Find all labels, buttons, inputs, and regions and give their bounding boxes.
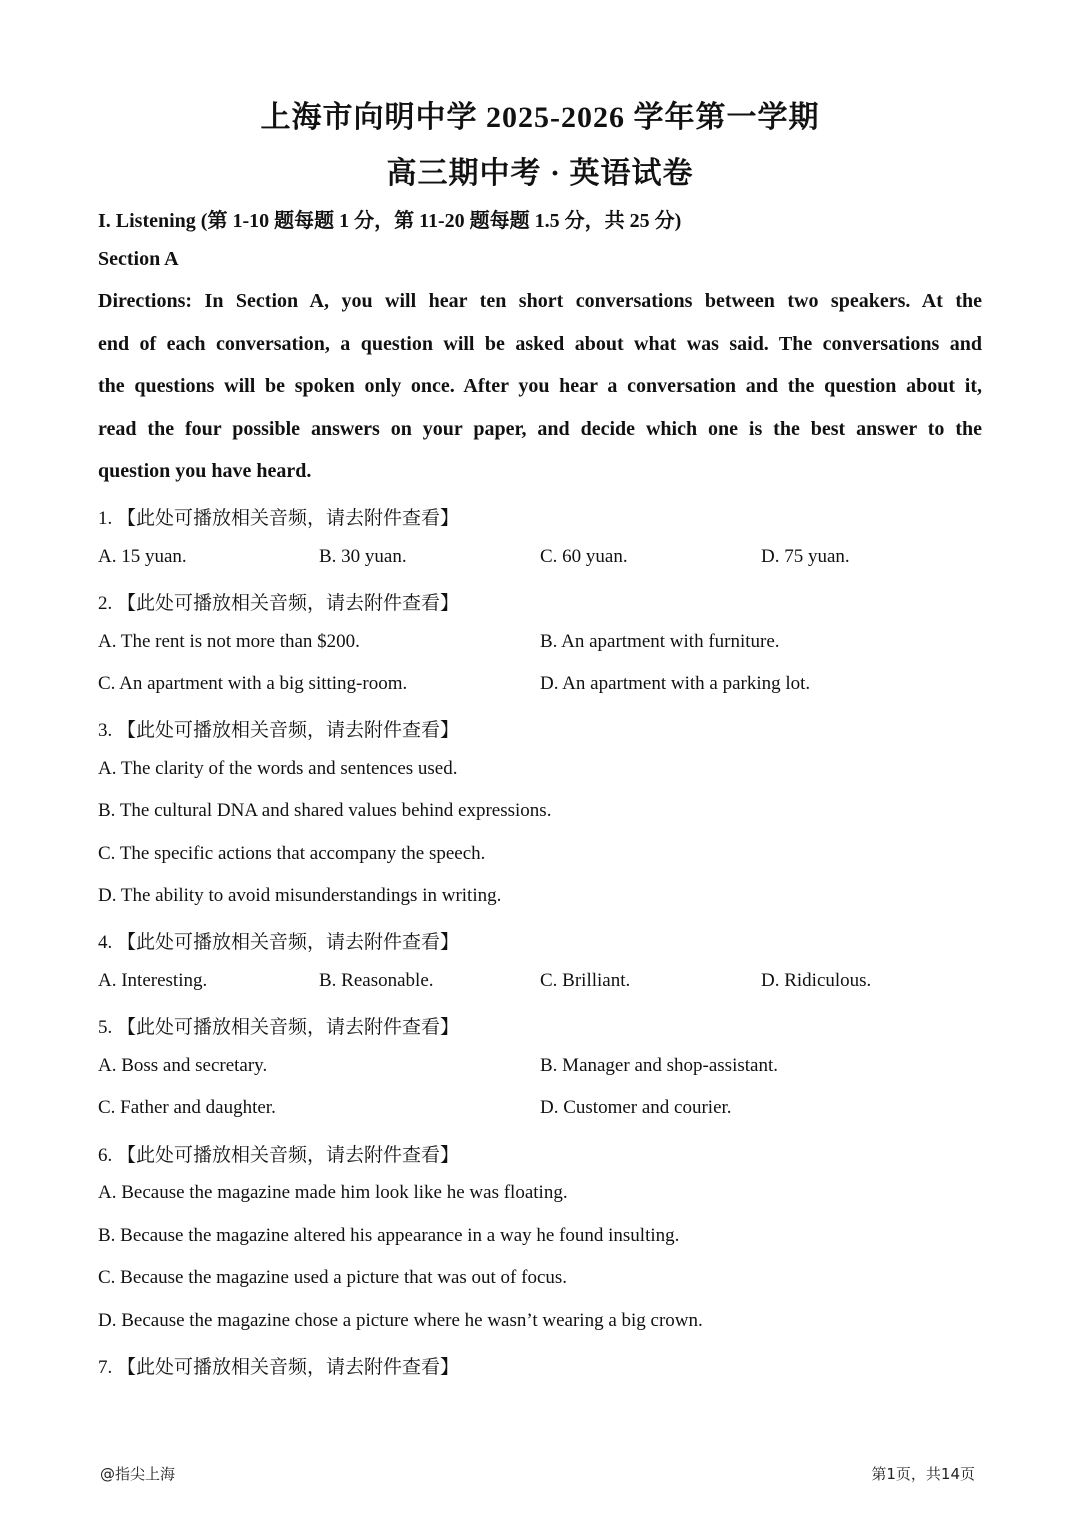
question-4 xyxy=(98,927,459,954)
q2-option-c: C. An apartment with a big sitting-room. xyxy=(98,673,408,694)
q3-option-b: B. The cultural DNA and shared values behind expressions. xyxy=(98,800,552,821)
question-number: 5. xyxy=(98,1017,113,1038)
q6-option-a: A. Because the magazine made him look like he was floating. xyxy=(98,1182,568,1203)
question-number: 7. xyxy=(98,1357,113,1378)
directions-line: read the four possible answers on your paper, and decide which one is the best answer to the xyxy=(98,418,982,440)
question-3 xyxy=(98,715,459,742)
q1-option-c: C. 60 yuan. xyxy=(540,546,628,567)
audio-placeholder[interactable]: 【此处可播放相关音频，请去附件查看】 xyxy=(117,1145,460,1166)
q2-option-d: D. An apartment with a parking lot. xyxy=(540,673,811,694)
question-number: 4. xyxy=(98,932,113,953)
q4-option-d: D. Ridiculous. xyxy=(761,970,872,991)
q1-option-a: A. 15 yuan. xyxy=(98,546,187,567)
q1-option-d: D. 75 yuan. xyxy=(761,546,850,567)
exam-title-line1: 上海市向明中学 2025-2026 学年第一学期 xyxy=(260,101,820,134)
q6-option-b: B. Because the magazine altered his appearance in a way he found insulting. xyxy=(98,1225,680,1246)
q6-option-d: D. Because the magazine chose a picture where he wasn’t wearing a big crown. xyxy=(98,1310,703,1331)
q5-option-a: A. Boss and secretary. xyxy=(98,1055,268,1076)
question-7 xyxy=(98,1352,459,1379)
q4-option-c: C. Brilliant. xyxy=(540,970,631,991)
q6-option-c: C. Because the magazine used a picture that was out of focus. xyxy=(98,1267,568,1288)
audio-placeholder[interactable]: 【此处可播放相关音频，请去附件查看】 xyxy=(117,1017,460,1038)
part1-heading: I. Listening (第 1-10 题每题 1 分，第 11-20 题每题 1.5 分，共 25 分) xyxy=(98,210,682,232)
q1-option-b: B. 30 yuan. xyxy=(319,546,407,567)
question-number: 3. xyxy=(98,720,113,741)
question-number: 6. xyxy=(98,1145,113,1166)
audio-placeholder[interactable]: 【此处可播放相关音频，请去附件查看】 xyxy=(117,593,460,614)
audio-placeholder[interactable]: 【此处可播放相关音频，请去附件查看】 xyxy=(117,1357,460,1378)
question-number: 2. xyxy=(98,593,113,614)
q5-option-d: D. Customer and courier. xyxy=(540,1097,732,1118)
q2-option-b: B. An apartment with furniture. xyxy=(540,631,780,652)
exam-title-line2: 高三期中考 · 英语试卷 xyxy=(386,157,694,190)
q3-option-c: C. The specific actions that accompany the speech. xyxy=(98,843,486,864)
q5-option-b: B. Manager and shop-assistant. xyxy=(540,1055,778,1076)
section-a-heading: Section A xyxy=(98,248,179,270)
q3-option-d: D. The ability to avoid misunderstandings in writing. xyxy=(98,885,502,906)
directions-line: the questions will be spoken only once. After you hear a conversation and the question about it, xyxy=(98,375,982,397)
q2-option-a: A. The rent is not more than $200. xyxy=(98,631,360,652)
question-2 xyxy=(98,588,459,615)
directions-line: end of each conversation, a question will be asked about what was said. The conversations and xyxy=(98,333,982,355)
q4-option-a: A. Interesting. xyxy=(98,970,208,991)
question-5 xyxy=(98,1012,459,1039)
directions-line: question you have heard. xyxy=(98,460,312,482)
footer-source: @指尖上海 xyxy=(100,1465,176,1483)
q5-option-c: C. Father and daughter. xyxy=(98,1097,276,1118)
audio-placeholder[interactable]: 【此处可播放相关音频，请去附件查看】 xyxy=(117,932,460,953)
footer-page-number: 第1页，共14页 xyxy=(871,1465,975,1483)
question-1 xyxy=(98,503,459,530)
audio-placeholder[interactable]: 【此处可播放相关音频，请去附件查看】 xyxy=(117,508,460,529)
audio-placeholder[interactable]: 【此处可播放相关音频，请去附件查看】 xyxy=(117,720,460,741)
q4-option-b: B. Reasonable. xyxy=(319,970,434,991)
q3-option-a: A. The clarity of the words and sentences used. xyxy=(98,758,458,779)
question-6 xyxy=(98,1140,459,1167)
directions-line: Directions: In Section A, you will hear ten short conversations between two speakers. At the xyxy=(98,290,982,312)
question-number: 1. xyxy=(98,508,113,529)
